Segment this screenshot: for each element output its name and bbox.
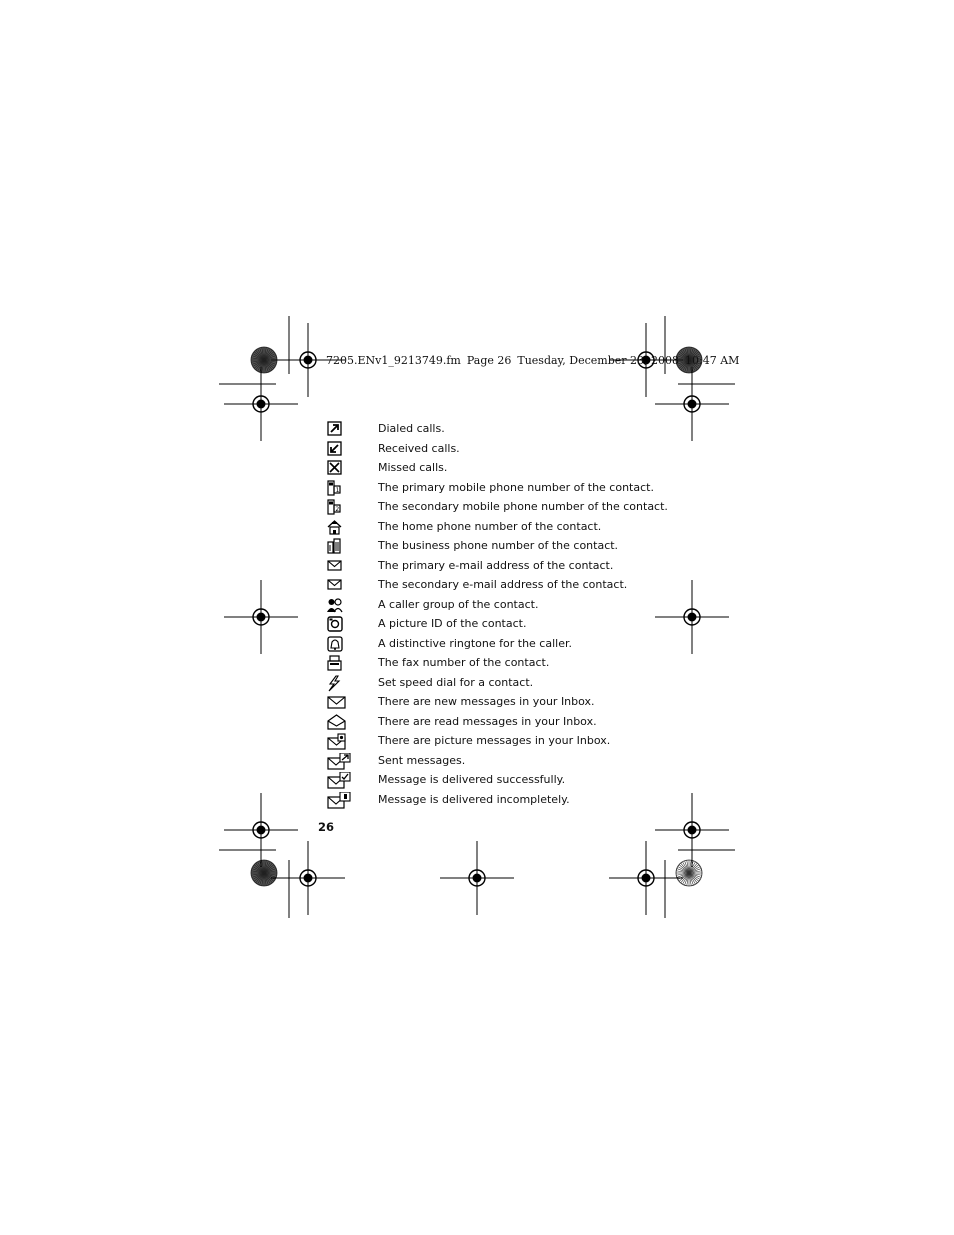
registration-mark-middle-left bbox=[224, 580, 298, 654]
legend-row-text: Message is delivered incompletely. bbox=[378, 792, 570, 806]
legend-row-text: A picture ID of the contact. bbox=[378, 617, 527, 630]
slug-page: Page 26 bbox=[466, 354, 512, 367]
slug-file-name: 7205.ENv1_9213749.fm bbox=[326, 354, 461, 367]
legend-row-text: There are read messages in your Inbox. bbox=[378, 714, 597, 728]
legend-row-text: There are new messages in your Inbox. bbox=[378, 695, 595, 708]
business-phone-icon bbox=[326, 538, 352, 556]
missed-call-icon bbox=[326, 460, 352, 478]
legend-row bbox=[326, 732, 686, 750]
caller-group-icon bbox=[326, 597, 352, 615]
registration-mark-upper-left bbox=[224, 367, 298, 441]
received-call-icon bbox=[326, 441, 352, 459]
delivered-message-icon bbox=[326, 772, 352, 790]
page-number: 26 bbox=[318, 820, 335, 834]
legend-row-text: The primary e-mail address of the contact. bbox=[378, 558, 614, 572]
legend-row-text: Sent messages. bbox=[378, 753, 466, 767]
legend-row-text: Received calls. bbox=[378, 441, 460, 455]
legend-row-text: The business phone number of the contact. bbox=[378, 539, 619, 552]
fax-icon bbox=[326, 655, 352, 673]
delivered-incomplete-message-icon bbox=[326, 792, 352, 810]
dialed-call-icon bbox=[326, 421, 352, 439]
legend-row bbox=[326, 693, 686, 711]
file-slug bbox=[326, 354, 745, 367]
legend-row bbox=[326, 596, 686, 614]
legend-row-text: Dialed calls. bbox=[378, 422, 445, 435]
legend-row bbox=[326, 674, 686, 692]
registration-mark-bottom-left bbox=[271, 841, 345, 915]
read-message-icon bbox=[326, 714, 352, 732]
registration-mark-bottom-right bbox=[609, 841, 683, 915]
legend-row-text: The home phone number of the contact. bbox=[378, 519, 602, 533]
email-primary-icon bbox=[326, 558, 352, 576]
legend-row bbox=[326, 654, 686, 672]
mobile-phone-secondary-icon bbox=[326, 499, 352, 517]
ringtone-icon bbox=[326, 636, 352, 654]
legend-row bbox=[326, 420, 686, 438]
picture-id-icon bbox=[326, 616, 352, 634]
email-secondary-icon bbox=[326, 577, 352, 595]
legend-row-text: There are picture messages in your Inbox. bbox=[378, 734, 611, 747]
mobile-phone-primary-icon bbox=[326, 480, 352, 498]
legend-row bbox=[326, 752, 686, 770]
legend-row bbox=[326, 440, 686, 458]
legend-row bbox=[326, 791, 686, 809]
starburst-mark-bottom-right bbox=[676, 860, 702, 886]
speed-dial-icon bbox=[326, 675, 352, 693]
legend-row bbox=[326, 615, 686, 633]
legend-row bbox=[326, 479, 686, 497]
legend-row bbox=[326, 459, 686, 477]
legend-row-text: Message is delivered successfully. bbox=[378, 773, 566, 786]
legend-row-text: Set speed dial for a contact. bbox=[378, 675, 534, 689]
svg-text:1: 1 bbox=[335, 486, 340, 494]
legend-row bbox=[326, 537, 686, 555]
legend-row-text: Missed calls. bbox=[378, 461, 448, 474]
new-message-icon bbox=[326, 694, 352, 712]
home-phone-icon bbox=[326, 519, 352, 537]
legend-row-text: The secondary e-mail address of the contact. bbox=[378, 578, 628, 591]
legend-row-text: The primary mobile phone number of the contact. bbox=[378, 480, 654, 494]
registration-mark-bottom-center bbox=[440, 841, 514, 915]
legend-row-text: The fax number of the contact. bbox=[378, 656, 550, 669]
starburst-mark-bottom-left bbox=[251, 860, 277, 886]
slug-time: 10:47 AM bbox=[685, 354, 740, 367]
legend-row-text: The secondary mobile phone number of the contact. bbox=[378, 500, 668, 513]
legend-row-text: A caller group of the contact. bbox=[378, 597, 539, 611]
legend-row bbox=[326, 713, 686, 731]
legend-row-text: A distinctive ringtone for the caller. bbox=[378, 636, 572, 650]
registration-mark-lower-left bbox=[224, 793, 298, 867]
slug-date: Tuesday, December 23, 2008 bbox=[517, 354, 680, 367]
legend-row bbox=[326, 557, 686, 575]
legend-row bbox=[326, 498, 686, 516]
legend-row bbox=[326, 576, 686, 594]
legend-row bbox=[326, 635, 686, 653]
svg-text:2: 2 bbox=[335, 506, 340, 513]
legend-row bbox=[326, 771, 686, 789]
legend-row bbox=[326, 518, 686, 536]
sent-message-icon bbox=[326, 753, 352, 771]
picture-message-icon bbox=[326, 733, 352, 751]
